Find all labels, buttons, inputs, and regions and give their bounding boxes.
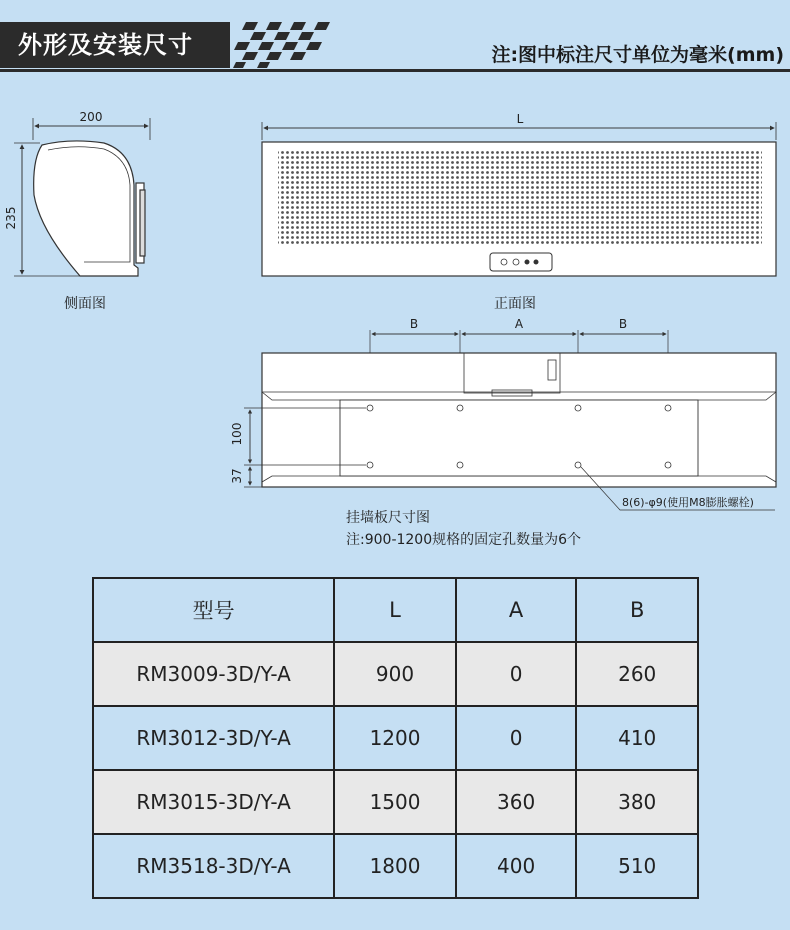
table-row xyxy=(93,770,698,834)
mount-dim-a: A xyxy=(514,317,524,331)
cell-a: 360 xyxy=(456,770,577,834)
front-view-drawing xyxy=(262,122,776,276)
cell-b: 410 xyxy=(576,706,698,770)
mount-plate-drawing xyxy=(244,330,776,510)
mount-dim-100: 100 xyxy=(230,422,244,446)
header-model: 型号 xyxy=(93,578,334,642)
cell-b: 510 xyxy=(576,834,698,898)
front-length-dim: L xyxy=(516,112,524,126)
side-height-dim: 235 xyxy=(4,206,18,230)
side-view-caption: 侧面图 xyxy=(64,296,106,312)
cell-a: 400 xyxy=(456,834,577,898)
cell-b: 380 xyxy=(576,770,698,834)
side-width-dim: 200 xyxy=(79,110,103,124)
hole-count-note: 注:900-1200规格的固定孔数量为6个 xyxy=(346,532,582,548)
hole-callout: 8(6)-φ9(使用M8膨胀螺栓) xyxy=(622,496,754,509)
header-b: B xyxy=(576,578,698,642)
side-view-drawing xyxy=(14,118,150,276)
cell-l: 1800 xyxy=(334,834,456,898)
spec-table xyxy=(92,577,699,899)
cell-a: 0 xyxy=(456,642,577,706)
cell-b: 260 xyxy=(576,642,698,706)
unit-note: 注:图中标注尺寸单位为毫米(mm) xyxy=(491,44,784,66)
cell-model: RM3009-3D/Y-A xyxy=(93,642,334,706)
mount-plate-caption: 挂墙板尺寸图 xyxy=(346,510,430,526)
mount-dim-b-right: B xyxy=(618,317,628,331)
cell-model: RM3012-3D/Y-A xyxy=(93,706,334,770)
cell-model: RM3015-3D/Y-A xyxy=(93,770,334,834)
section-title: 外形及安装尺寸 xyxy=(0,22,230,68)
cell-l: 900 xyxy=(334,642,456,706)
header-l: L xyxy=(334,578,456,642)
cell-l: 1500 xyxy=(334,770,456,834)
table-header-row xyxy=(93,578,698,642)
table-row xyxy=(93,642,698,706)
cell-l: 1200 xyxy=(334,706,456,770)
mount-plate-notes xyxy=(346,507,581,551)
front-view-caption: 正面图 xyxy=(494,296,536,312)
table-row xyxy=(93,706,698,770)
table-row xyxy=(93,834,698,898)
mount-dim-b-left: B xyxy=(409,317,419,331)
cell-a: 0 xyxy=(456,706,577,770)
header-a: A xyxy=(456,578,577,642)
cell-model: RM3518-3D/Y-A xyxy=(93,834,334,898)
mount-dim-37: 37 xyxy=(230,468,244,484)
